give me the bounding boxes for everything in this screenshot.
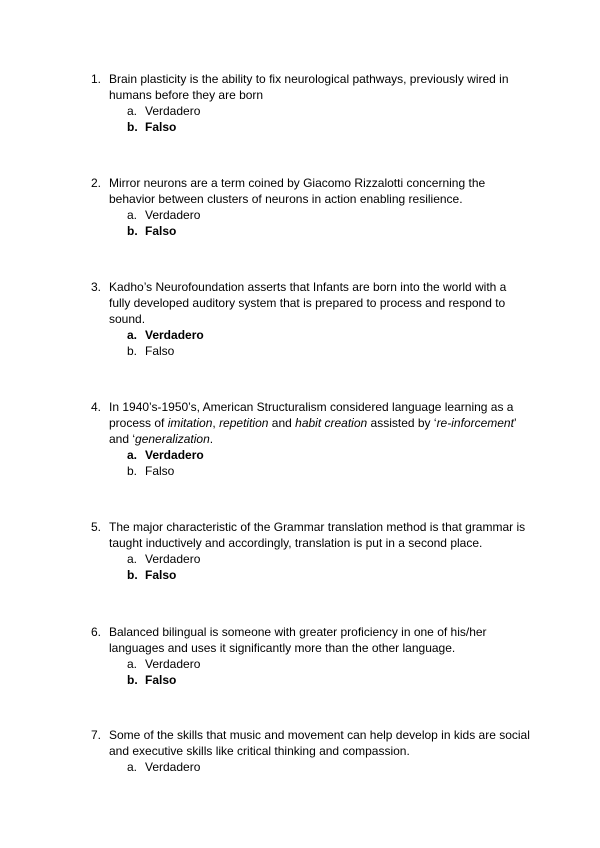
option-b-correct: [127, 672, 531, 688]
question-number: 6.: [91, 625, 102, 639]
question-number: 1.: [91, 72, 102, 86]
option-a-correct: [127, 447, 531, 463]
option-letter: b.: [127, 120, 138, 134]
question-text: In 1940’s-1950’s, American Structuralism considered language learning as a process of imitation, repetition and habit creation assisted by ‘re-inforcement’ and ‘generalization.: [109, 400, 517, 446]
question-number: 4.: [91, 400, 102, 414]
option-label: Falso: [145, 673, 177, 687]
option-a: [127, 656, 531, 672]
option-b: [127, 343, 531, 359]
question-3: [91, 279, 531, 359]
italic-term: repetition: [219, 416, 269, 430]
option-label: Verdadero: [145, 760, 201, 774]
option-label: Verdadero: [145, 208, 201, 222]
question-7: [91, 727, 531, 775]
option-a-correct: [127, 327, 531, 343]
option-letter: a.: [127, 328, 138, 342]
italic-term: imitation: [167, 416, 213, 430]
option-a: [127, 759, 531, 775]
question-number: 3.: [91, 280, 102, 294]
question-text: Mirror neurons are a term coined by Giacomo Rizzalotti concerning the behavior between clusters of neurons in action enabling resilience.: [109, 176, 486, 206]
option-a: [127, 103, 531, 119]
option-letter: b.: [127, 344, 138, 358]
option-label: Verdadero: [145, 328, 204, 342]
option-label: Falso: [145, 344, 175, 358]
question-number: 2.: [91, 176, 102, 190]
question-text: Balanced bilingual is someone with greater proficiency in one of his/her languages and uses it significantly more than the other language.: [109, 625, 487, 655]
option-a: [127, 551, 531, 567]
option-letter: a.: [127, 657, 138, 671]
option-b-correct: [127, 119, 531, 135]
options-list: [91, 656, 531, 688]
option-label: Verdadero: [145, 552, 201, 566]
option-letter: a.: [127, 448, 138, 462]
question-text: Brain plasticity is the ability to fix neurological pathways, previously wired in humans before they are born: [109, 72, 509, 102]
option-label: Falso: [145, 224, 177, 238]
question-number: 7.: [91, 728, 102, 742]
question-6: [91, 624, 531, 688]
option-letter: b.: [127, 224, 138, 238]
option-label: Verdadero: [145, 448, 204, 462]
option-letter: a.: [127, 552, 138, 566]
option-label: Verdadero: [145, 104, 201, 118]
option-label: Falso: [145, 120, 177, 134]
option-letter: b.: [127, 568, 138, 582]
question-text: The major characteristic of the Grammar translation method is that grammar is taught inductively and accordingly, translation is put in a second place.: [109, 520, 526, 550]
option-letter: a.: [127, 104, 138, 118]
options-list: [91, 551, 531, 583]
option-a: [127, 207, 531, 223]
question-text: Some of the skills that music and movement can help develop in kids are social and executive skills like critical thinking and compassion.: [109, 728, 530, 758]
option-b: [127, 463, 531, 479]
options-list: [91, 759, 531, 775]
question-text: Kadho’s Neurofoundation asserts that Infants are born into the world with a fully developed auditory system that is prepared to process and respond to sound.: [109, 280, 507, 326]
question-5: [91, 519, 531, 583]
option-b-correct: [127, 223, 531, 239]
option-letter: a.: [127, 208, 138, 222]
options-list: [91, 207, 531, 239]
italic-term: generalization: [135, 432, 210, 446]
option-letter: b.: [127, 464, 138, 478]
question-4: [91, 399, 531, 479]
option-label: Verdadero: [145, 657, 201, 671]
question-2: [91, 175, 531, 239]
option-letter: a.: [127, 760, 138, 774]
option-b-correct: [127, 567, 531, 583]
question-number: 5.: [91, 520, 102, 534]
options-list: [91, 447, 531, 479]
options-list: [91, 327, 531, 359]
italic-term: habit creation: [295, 416, 368, 430]
option-letter: b.: [127, 673, 138, 687]
option-label: Falso: [145, 568, 177, 582]
italic-term: re-inforcement: [436, 416, 514, 430]
option-label: Falso: [145, 464, 175, 478]
question-1: [91, 71, 531, 135]
options-list: [91, 103, 531, 135]
